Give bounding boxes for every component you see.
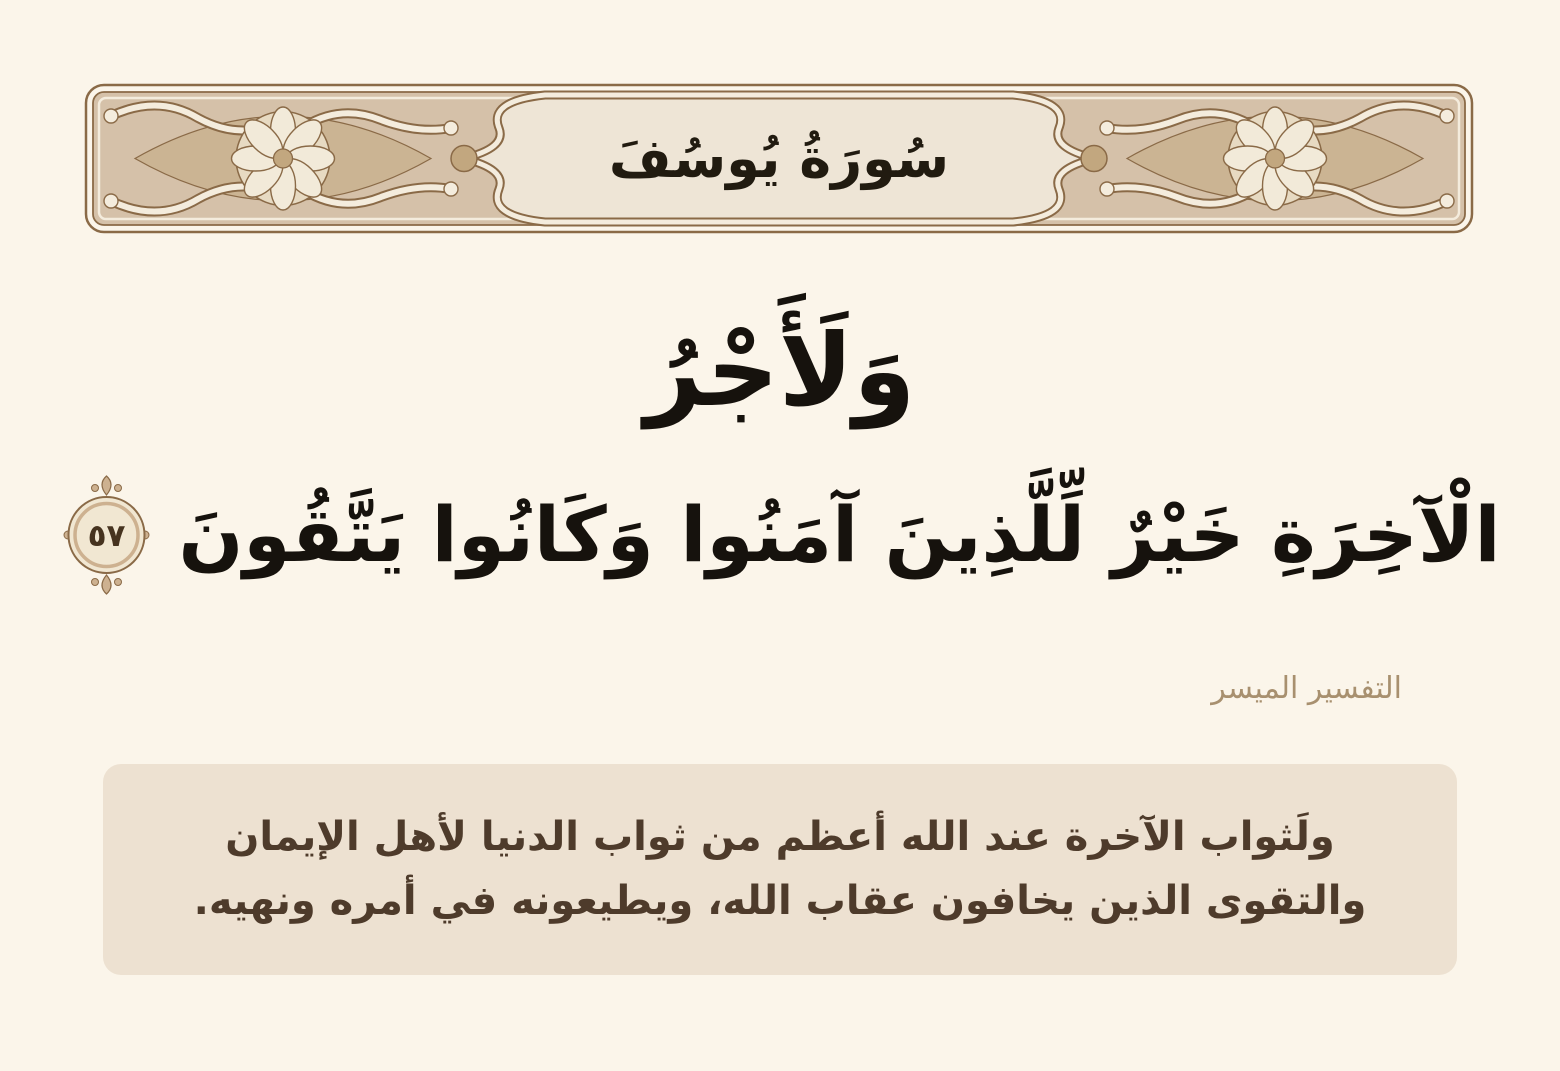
verse-number-medallion xyxy=(59,473,154,597)
verse-text-line1: وَلَأَجْرُ xyxy=(644,312,916,429)
surah-header-banner xyxy=(83,82,1475,235)
tafsir-text: ولَثواب الآخرة عند الله أعظم من ثواب الدنيا لأهل الإيمان والتقوى الذين يخافون عقاب الله، ويطيعونه في أمره ونهيه. xyxy=(193,813,1367,925)
tafsir-box xyxy=(103,764,1457,975)
verse-number-ornament-icon xyxy=(59,473,154,597)
verse-number: ٥٧ xyxy=(88,518,126,555)
arabesque-border-ornament-icon xyxy=(83,82,1475,235)
tafsir-source-label: التفسير الميسر xyxy=(1211,670,1402,706)
verse-container xyxy=(0,281,1560,604)
verse-text: الْآخِرَةِ خَيْرٌ لِّلَّذِينَ آمَنُوا وَكَانُوا يَتَّقُونَ xyxy=(178,490,1501,579)
verse-text-line2 xyxy=(0,467,1560,604)
surah-title: سُورَةُ يُوسُفَ xyxy=(608,126,950,190)
